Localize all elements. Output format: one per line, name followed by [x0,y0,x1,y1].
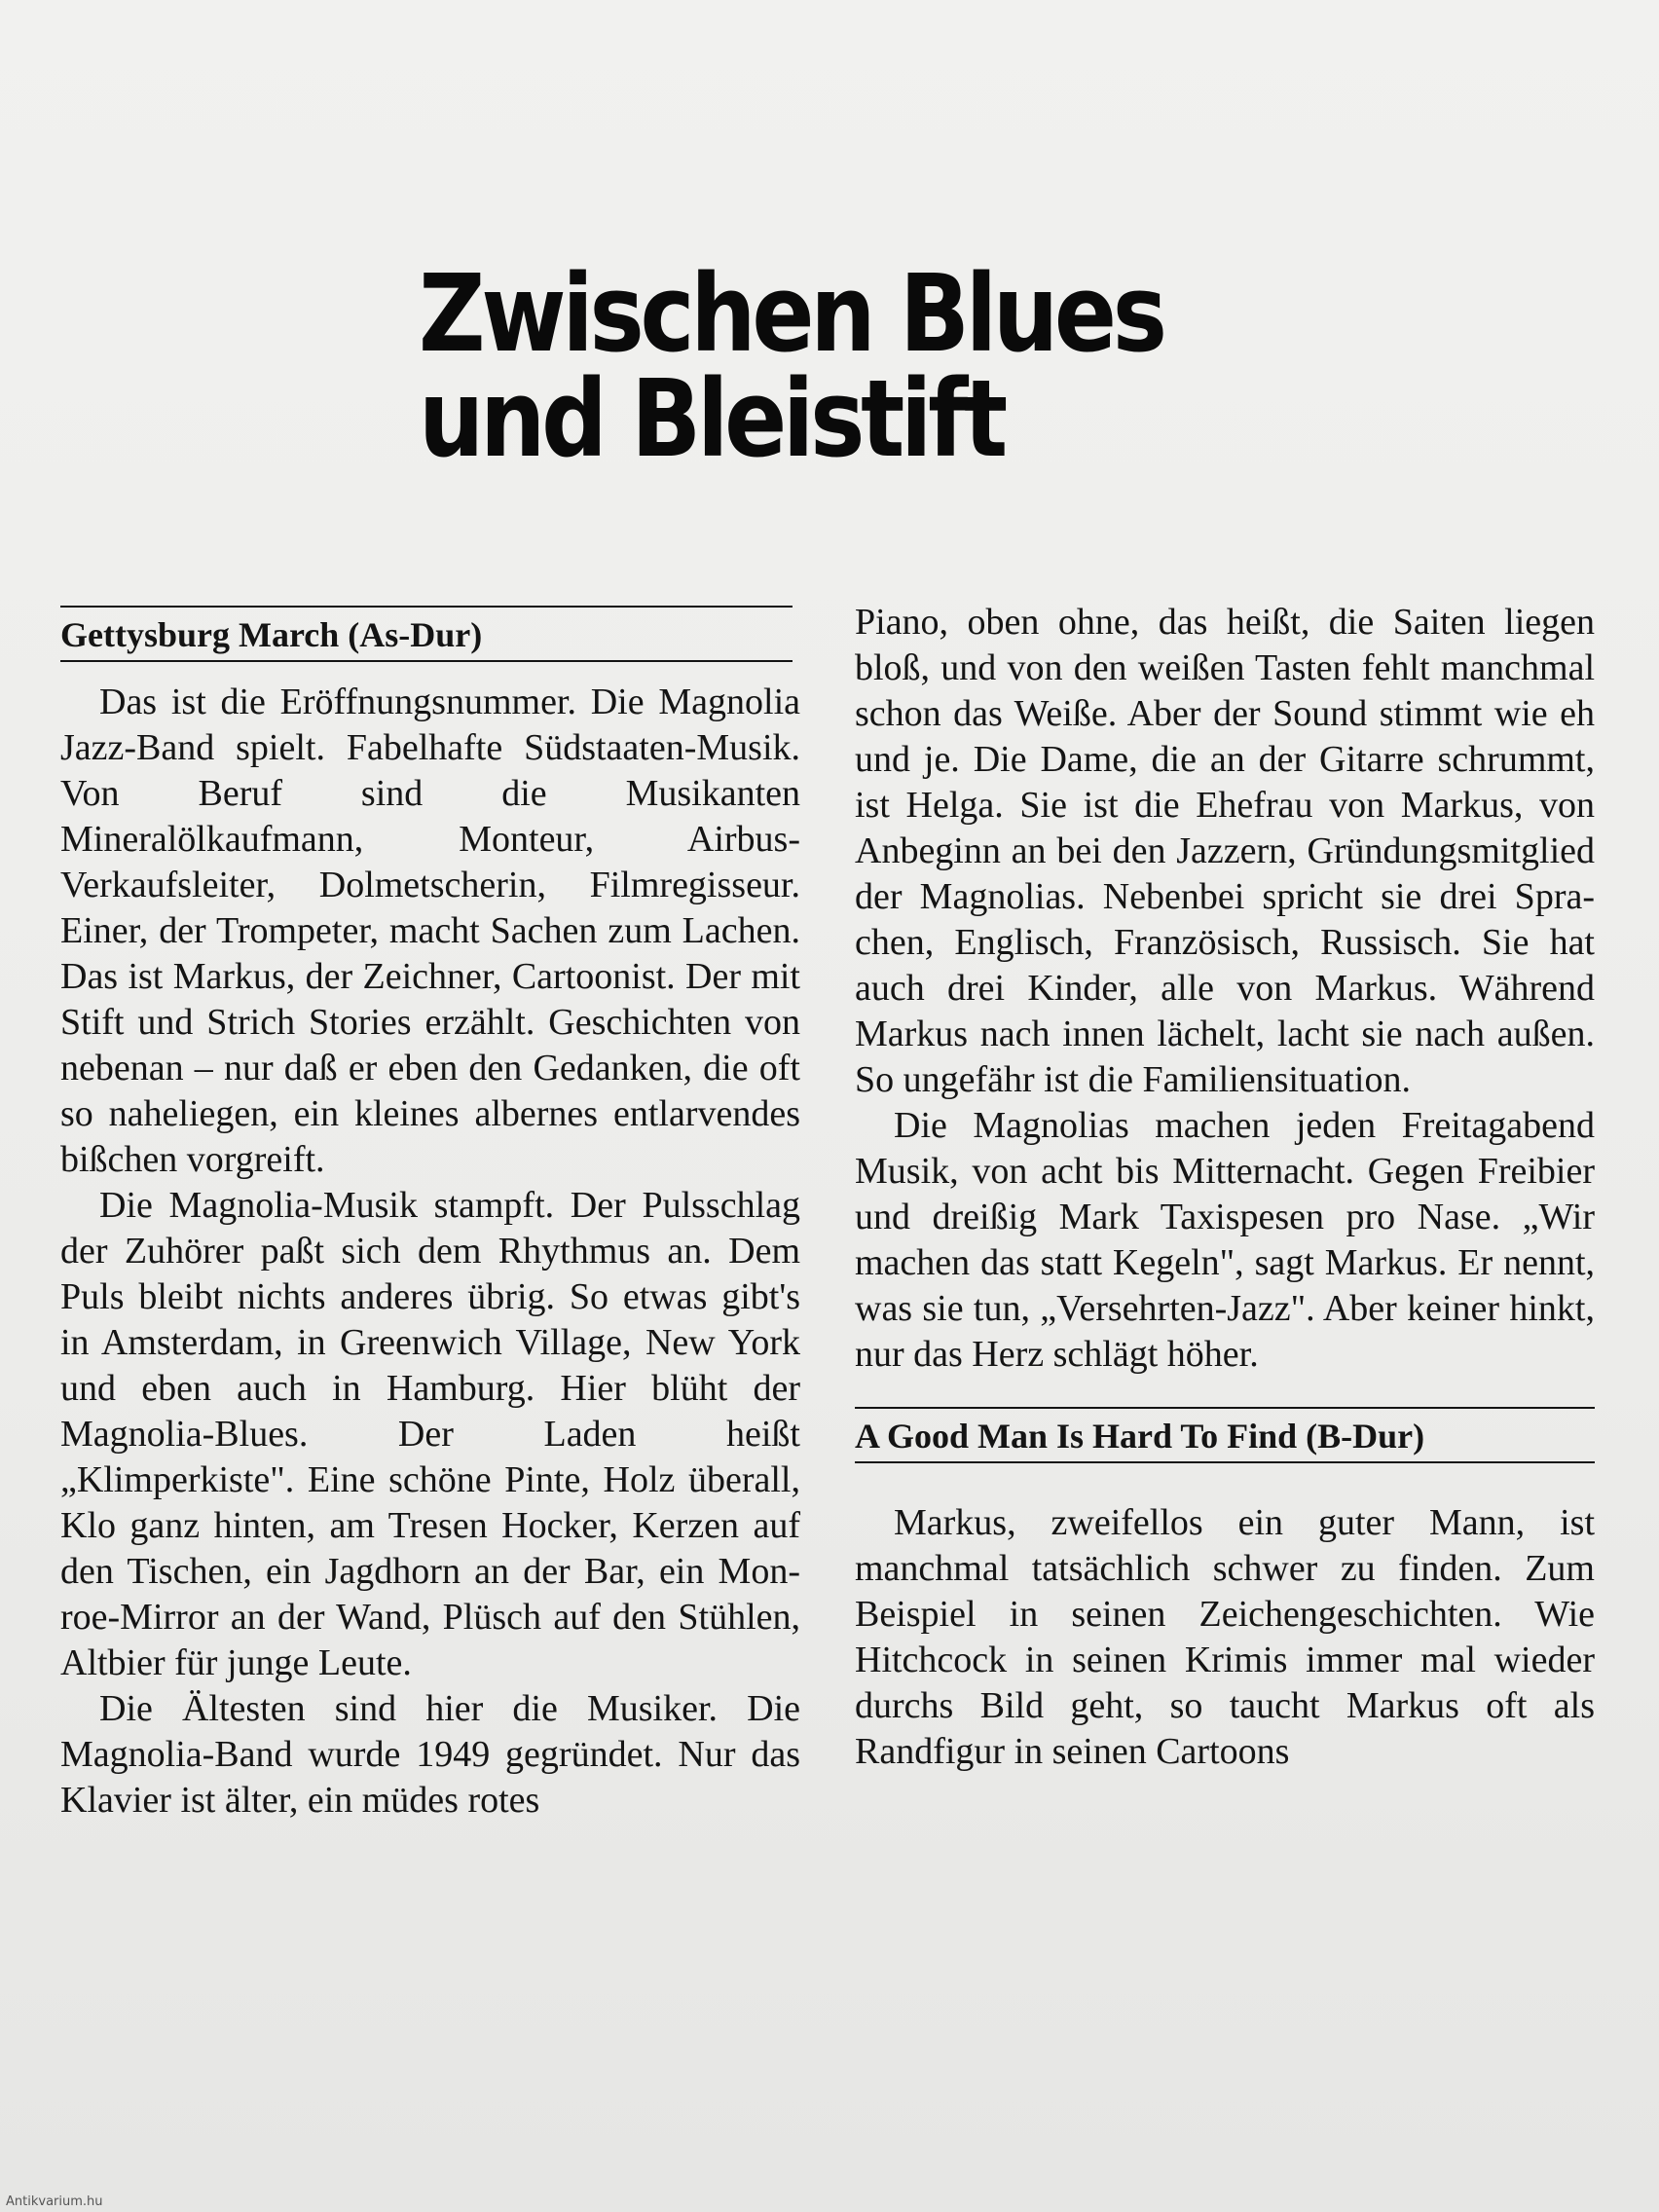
left-column [60,606,800,1824]
article-title [419,251,1172,481]
section-heading-good-man: A Good Man Is Hard To Find (B-Dur) [855,1407,1595,1463]
paragraph: Die Magnolias machen jeden Freitagabend Musik, von acht bis Mitternacht. Gegen Freibier und dreißig Mark Taxispesen pro Nase. „Wir machen das statt Kegeln", sagt Markus. Er nennt, was sie tun, „Versehrten-Jazz". Aber keiner hinkt, nur das Herz schlägt höher. [855,1105,1595,1375]
paragraph-continued: Piano, oben ohne, das heißt, die Saiten liegen bloß, und von den weißen Tasten fehlt manchmal schon das Weiße. Aber der Sound stimmt wie eh und je. Die Dame, die an der Gitarre schrummt, ist Helga. Sie ist die Ehefrau von Markus, von Anbeginn an bei den Jazzern, Gründungsmitglied der Magnolias. Nebenbei spricht sie drei Sprachen, Englisch, Französisch, Russisch. Sie hat auch drei Kinder, alle von Markus. Während Markus nach innen lächelt, lacht sie nach außen. So ungefähr ist die Familiensituation. [855,602,1595,1100]
paragraph: Das ist die Eröffnungsnummer. Die Magnolia Jazz-Band spielt. Fabelhafte Südstaaten-Musik. Von Beruf sind die Musikanten Mineralölkaufmann, Monteur, Airbus-Verkaufsleiter, Dolmetscherin, Filmregisseur. Einer, der Trompeter, macht Sachen zum Lachen. Das ist Markus, der Zeichner, Cartoonist. Der mit Stift und Strich Stories erzählt. Geschichten von nebenan – nur daß er eben den Gedanken, die oft so naheliegen, ein kleines albernes entlarvendes bißchen vorgreift. [60,682,800,1180]
right-column [855,600,1595,1775]
watermark: Antikvarium.hu [6,2194,103,2209]
title-line-1: Zwischen Blues [419,251,1163,376]
title-line-2: und Bleistift [419,356,1004,481]
paragraph: Die Magnolia-Musik stampft. Der Pulsschlag der Zuhörer paßt sich dem Rhythmus an. Dem Puls bleibt nichts anderes übrig. So etwas gibt's in Amsterdam, in Greenwich Village, New York und eben auch in Hamburg. Hier blüht der Magnolia-Blues. Der Laden heißt „Klimperkiste". Eine schöne Pinte, Holz überall, Klo ganz hinten, am Tresen Hocker, Kerzen auf den Tischen, ein Jagdhorn an der Bar, ein Monroe-Mirror an der Wand, Plüsch auf den Stühlen, Altbier für junge Leute. [60,1185,800,1683]
paragraph: Markus, zweifellos ein guter Mann, ist manchmal tatsächlich schwer zu finden. Zum Beispiel in seinen Zeichengeschichten. Wie Hitchcock in seinen Krimis immer mal wieder durchs Bild geht, so taucht Markus oft als Randfigur in seinen Cartoons [855,1502,1595,1772]
section-heading-gettysburg-march: Gettysburg March (As-Dur) [60,606,793,662]
paragraph: Die Ältesten sind hier die Musiker. Die Magnolia-Band wurde 1949 gegründet. Nur das Klavier ist älter, ein müdes rotes [60,1688,800,1821]
